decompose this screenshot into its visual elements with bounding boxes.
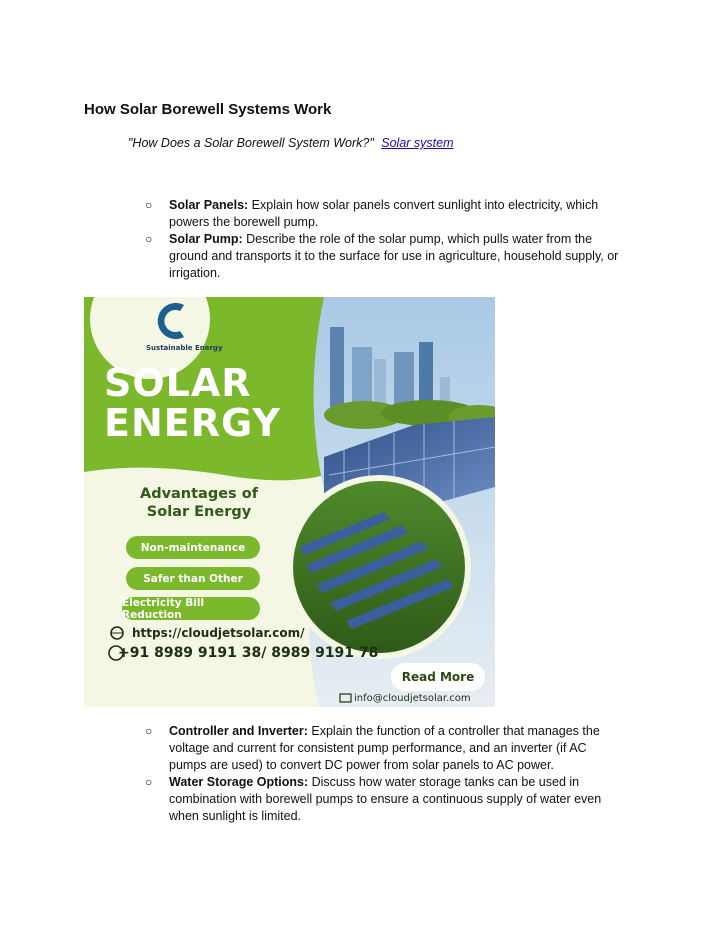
item-text: Explain how solar panels convert sunlight into electricity, which powers the borewell pump.: [169, 198, 599, 229]
read-more-button: Read More: [391, 663, 485, 691]
item-text: Describe the role of the solar pump, which pulls water from the ground and transports it to the surface for use in agriculture, household supply, or irrigation.: [169, 232, 619, 280]
item-term: Controller and Inverter:: [169, 724, 308, 738]
list-item: [145, 774, 625, 825]
item-term: Solar Pump:: [169, 232, 243, 246]
website-url: https://cloudjetsolar.com/: [132, 626, 305, 640]
item-text: Discuss how water storage tanks can be used in combination with borewell pumps to ensure a continuous supply of water even when sunlight is limited.: [169, 775, 602, 823]
email-address: info@cloudjetsolar.com: [354, 693, 471, 704]
banner-headline-2: ENERGY: [104, 401, 281, 445]
phone-number: +91 8989 9191 38/ 8989 9191 78: [118, 645, 379, 661]
bullet-list-2: [145, 723, 625, 825]
page-title: How Solar Borewell Systems Work: [84, 101, 332, 118]
item-term: Water Storage Options:: [169, 775, 309, 789]
bullet-list-1: [145, 197, 625, 282]
advantage-pill: Non-maintenance: [126, 536, 260, 559]
bullet-icon: ○: [145, 724, 153, 738]
solar-energy-banner: [84, 297, 495, 707]
advantages-title: Advantages of Solar Energy: [139, 486, 259, 520]
quote-text: "How Does a Solar Borewell System Work?": [128, 136, 374, 150]
list-item: [145, 723, 625, 774]
bullet-icon: ○: [145, 775, 153, 789]
advantage-pill: Safer than Other: [126, 567, 260, 590]
advantage-pill: Electricity Bill Reduction: [122, 597, 260, 620]
item-term: Solar Panels:: [169, 198, 249, 212]
bullet-icon: ○: [145, 232, 153, 246]
item-text: Explain the function of a controller that manages the voltage and current for consistent pump performance, and an inverter (if AC pumps are used) to convert DC power from solar panels to AC power.: [169, 724, 600, 772]
list-item: [145, 197, 625, 231]
list-item: [145, 231, 625, 282]
quote-line: [128, 136, 454, 150]
bullet-icon: ○: [145, 198, 153, 212]
banner-headline-1: SOLAR: [104, 361, 252, 405]
logo-tagline: Sustainable Energy: [146, 344, 223, 352]
solar-system-link[interactable]: Solar system: [381, 136, 454, 150]
